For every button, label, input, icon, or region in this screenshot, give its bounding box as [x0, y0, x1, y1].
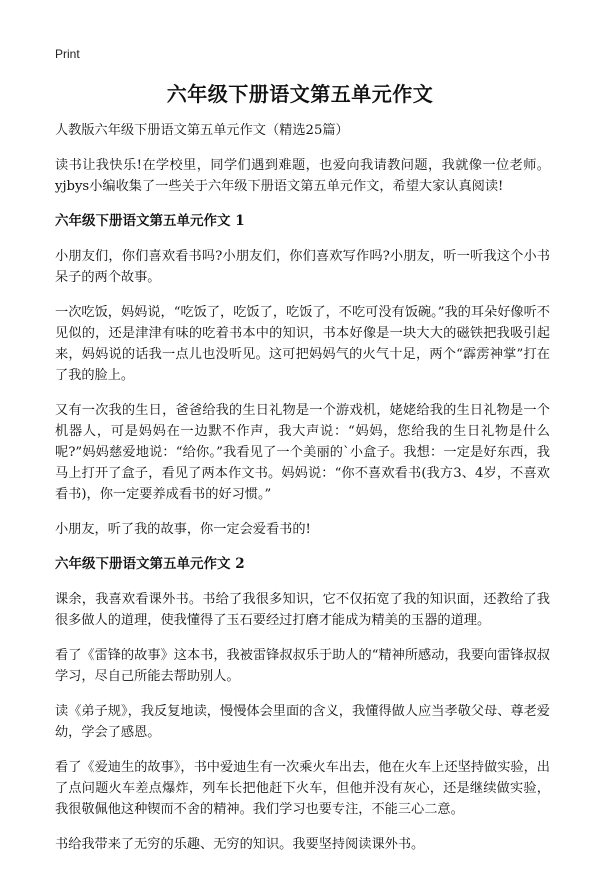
subtitle: 人教版六年级下册语文第五单元作文（精选25篇） — [55, 123, 349, 138]
essay-paragraph: 看了《爱迪生的故事》，书中爱迪生有一次乘火车出去，他在火车上还坚持做实验，出了点问题火车差点爆炸，列车长把他赶下火车，但他并没有灰心，还是继续做实验，我很敬佩他这种锲而不舍的精神。我们学习也要专注，不能三心二意。 — [55, 760, 550, 817]
print-label[interactable]: Print — [55, 47, 80, 61]
essay-paragraph: 小朋友，听了我的故事，你一定会爱看书的! — [55, 522, 311, 537]
page-title: 六年级下册语文第五单元作文 — [166, 82, 434, 106]
essay-paragraph: 读《弟子规》，我反复地读，慢慢体会里面的含义，我懂得做人应当孝敬父母、尊老爱幼，学会了感恩。 — [55, 704, 550, 740]
essay-paragraph: 看了《雷锋的故事》这本书，我被雷锋叔叔乐于助人的“精神所感动，我要向雷锋叔叔学习，尽自己所能去帮助别人。 — [55, 648, 550, 684]
essay-paragraph: 书给我带来了无穷的乐趣、无穷的知识。我要坚持阅读课外书。 — [55, 837, 425, 852]
essay-heading: 六年级下册语文第五单元作文 2 — [55, 556, 245, 572]
essay-paragraph: 课余，我喜欢看课外书。书给了我很多知识，它不仅拓宽了我的知识面，还教给了我很多做人的道理，使我懂得了玉石要经过打磨才能成为精美的玉器的道理。 — [55, 592, 550, 628]
essay-paragraph: 又有一次我的生日，爸爸给我的生日礼物是一个游戏机，姥姥给我的生日礼物是一个机器人，可是妈妈在一边默不作声，我大声说：“妈妈，您给我的生日礼物是什么呢?”妈妈慈爱地说：“给你。”我看见了一个美丽的`小盒子。我想：一定是好东西，我马上打开了盒子，看见了两本作文书。妈妈说：“你不喜欢看书(我方3、4岁，不喜欢看书)，你一定要养成看书的好习惯。” — [55, 403, 550, 502]
essay-heading: 六年级下册语文第五单元作文 1 — [55, 213, 245, 229]
essay-paragraph: 一次吃饭，妈妈说，“吃饭了，吃饭了，吃饭了，不吃可没有饭碗。”我的耳朵好像听不见似的，还是津津有味的吃着书本中的知识，书本好像是一块大大的磁铁把我吸引起来，妈妈说的话我一点儿也没听见。这可把妈妈气的火气十足，两个“霹雳神掌”打在了我的脸上。 — [55, 305, 550, 383]
essay-paragraph: 小朋友们，你们喜欢看书吗?小朋友们，你们喜欢写作吗?小朋友，听一听我这个小书呆子的两个故事。 — [55, 249, 550, 285]
document-body — [55, 120, 550, 869]
intro-paragraph: 读书让我快乐!在学校里，同学们遇到难题，也爱向我请教问题，我就像一位老师。yjbys小编收集了一些关于六年级下册语文第五单元作文，希望大家认真阅读! — [55, 158, 550, 194]
